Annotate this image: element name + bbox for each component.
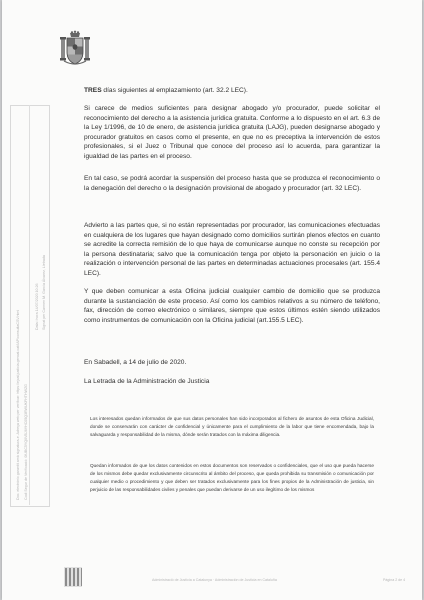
margin-text-signer: Signat per Carmen M. García Álvarez, Lletrada	[42, 255, 46, 330]
document-page	[2, 0, 422, 600]
signer-title: La Letrada de la Administración de Justicia	[84, 378, 210, 385]
footer-administration: Administració de Justícia a Catalunya · Administración de Justicia en Cataluña	[152, 578, 277, 582]
page-number: Página 2 de 4	[383, 578, 406, 582]
place-date: En Sabadell, a 14 de julio de 2020.	[84, 359, 187, 366]
margin-text-datetime: Data i hora 14/07/2020 10:26	[35, 283, 39, 330]
margin-divider	[29, 105, 30, 505]
margin-text-url: Doc. electrònic garantit amb signatura-e. Adreça web per verificar: https://ejcat.justicia.gencat.cat/IAP/consultaCSV.html	[16, 309, 20, 500]
margin-text-csv: Codi Segur de Verificació: 0IUBC5YQ0VBJ6YHC05Q3RWUKFHTHWZG	[24, 384, 28, 500]
coat-of-arms-icon	[58, 30, 92, 68]
paragraph-address-change: Y que deben comunicar a esta Oficina judicial cualquier cambio de domicilio que se produzca durante la sustanciación de este proceso. Así como los cambios relativos a su número de teléfono, fax, dirección de correo electrónico o similares, siempre que estos últimos estén siendo utilizados como instrumentos de comunicación con la Oficina judicial (art.155.5 LEC).	[84, 288, 380, 324]
deadline-text: días siguientes al emplazamiento (art. 32.2 LEC).	[101, 87, 248, 94]
generalitat-logo-icon	[62, 566, 84, 588]
paragraph-communications: Advierto a las partes que, si no están representadas por procurador, las comunicaciones efectuadas en cualquiera de los lugares que hayan designado como domicilios surtirán plenos efectos en cuanto se acredite la correcta remisión de lo que haya de comunicarse aunque no conste su recepción por la persona destinataria; salvo que la comunicación tenga por objeto la personación en juicio o la realización o intervención personal de las partes en determinadas actuaciones procesales (art. 155.4 LEC).	[84, 222, 380, 277]
paragraph-deadline	[84, 86, 380, 96]
paragraph-suspension: En tal caso, se podrá acordar la suspensión del proceso hasta que se produzca el reconocimiento o la denegación del derecho o la designación provisional de abogado y procurador (art. 32 LEC).	[84, 175, 380, 192]
paragraph-legal-aid: Si carece de medios suficientes para designar abogado y/o procurador, puede solicitar el reconocimiento del derecho a la asistencia jurídica gratuita. Conforme a lo dispuesto en el art. 6.3 de la Ley 1/1996, de 10 de enero, de asistencia jurídica gratuita (LAJG), pueden designarse abogado y procurador gratuitos en casos como el presente, en que no es preceptiva la intervención de estos profesionales, si el Juez o Tribunal que conoce del proceso así lo acuerda, para garantizar la igualdad de las partes en el proceso.	[84, 105, 380, 160]
data-protection-notice: Los interesados quedan informados de que sus datos personales han sido incorporados al fichero de asuntos de esta Oficina Judicial, donde se conservarán con carácter de confidencial y únicamente para el cumplimiento de la labor que tiene encomendada, bajo la salvaguarda y responsabilidad de la misma, dónde serán tratados con la máxima diligencia.	[90, 416, 374, 437]
confidentiality-notice: Quedan informados de que los datos contenidos en estos documentos son reservados o confidenciales, que el uso que pueda hacerse de los mismos debe quedar exclusivamente circunscrito al ámbito del proceso, que queda prohibida su transmisión o comunicación por cualquier medio o procedimiento y que deben ser tratados exclusivamente para los fines propios de la Administración de justicia, sin perjuicio de las responsabilidades civiles y penales que puedan derivarse de un uso ilegítimo de los mismos	[90, 463, 374, 492]
deadline-bold: TRES	[84, 87, 102, 94]
